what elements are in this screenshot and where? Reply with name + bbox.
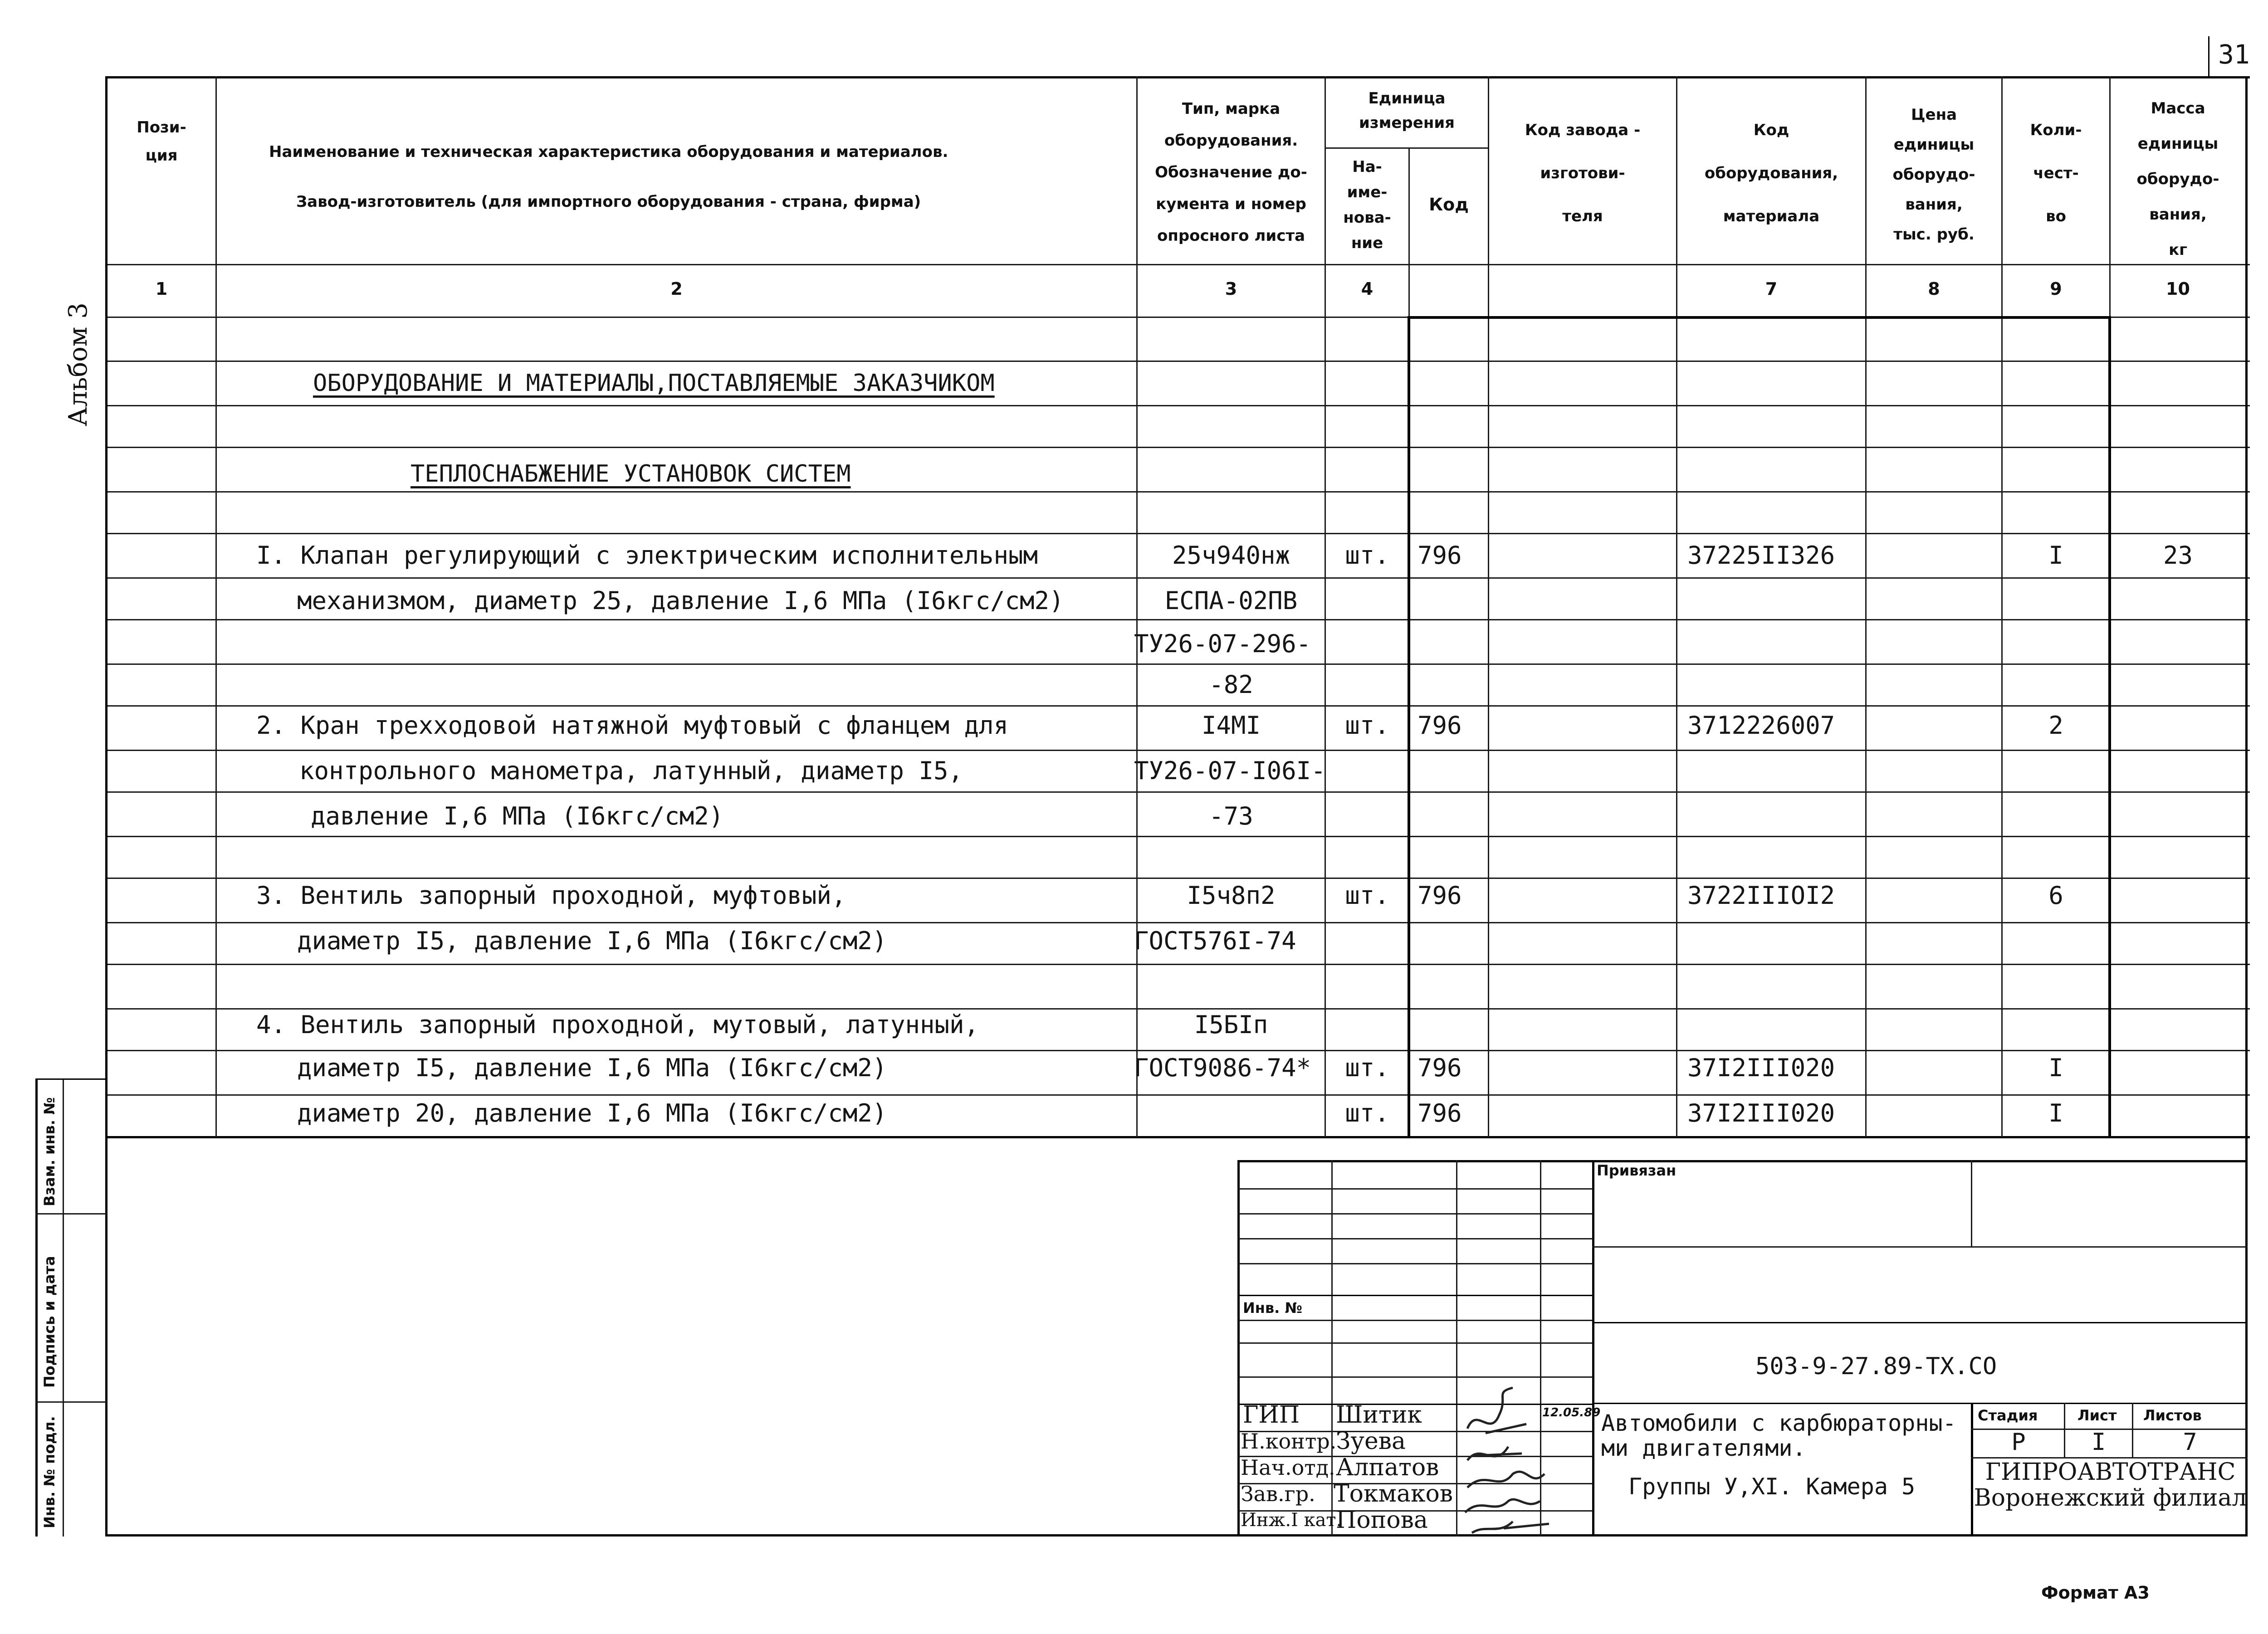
row-2-unit: шт. [1345,711,1389,740]
stage-label: Стадия [1978,1407,2038,1424]
row-1-mass: 23 [2163,541,2193,570]
sheets-label: Листов [2143,1407,2202,1424]
row-4-name: 4. Вентиль запорный проходной, мутовый, латунный, [256,1010,979,1039]
row-2-name: 2. Кран трехходовой натяжной муфтовый с фланцем для [256,711,1009,740]
name-zueva: Зуева [1336,1428,1406,1455]
row-1b-name: механизмом, диаметр 25, давление I,6 МПа (I6кгс/см2) [297,586,1064,615]
row-4b-unit-code: 796 [1418,1054,1462,1082]
side-inv-orig: Инв. № подл. [41,1416,58,1528]
title-line-2: ми двигателями. [1601,1435,1806,1461]
role-nachotd: Нач.отд. [1241,1455,1335,1480]
row-3-type: I5ч8п2 [1187,881,1276,910]
row-4c-unit: шт. [1345,1099,1389,1127]
row-1c-type: ТУ26-07-296- [1134,629,1311,658]
colnum-8: 8 [1928,279,1940,299]
row-4c-name: диаметр 20, давление I,6 МПа (I6кгс/см2) [297,1099,887,1127]
sign-date: 12.05.89 [1542,1406,1601,1419]
header-factory-code: Код завода - изготови- теля [1525,121,1641,225]
stage-value: Р [2011,1429,2026,1456]
row-2-eq-code: 3712226007 [1687,711,1835,740]
title-line-1: Автомобили с карбюраторны- [1601,1410,1956,1436]
colnum-9: 9 [2050,279,2062,299]
row-3b-name: диаметр I5, давление I,6 МПа (I6кгс/см2) [297,927,887,955]
row-3-eq-code: 3722IIIOI2 [1687,881,1835,910]
signature-marks [1458,1379,1594,1537]
inv-no-label: Инв. № [1243,1299,1302,1317]
name-shitik: Шитик [1336,1401,1422,1429]
section-title-main: ОБОРУДОВАНИЕ И МАТЕРИАЛЫ,ПОСТАВЛЯЕМЫЕ ЗАКАЗЧИКОМ [313,370,995,397]
org-branch: Воронежский филиал [1974,1484,2247,1512]
role-inzh: Инж.I кат. [1241,1510,1342,1531]
header-equipment-code: Код оборудования, материала [1704,121,1838,225]
row-1-qty: I [2048,541,2063,570]
row-2-qty: 2 [2048,711,2063,740]
name-alpatov: Алпатов [1336,1454,1439,1481]
sheet-value: I [2091,1429,2106,1456]
row-1-unit-code: 796 [1418,541,1462,570]
row-1b-type: ЕСПА-02ПВ [1164,586,1298,615]
role-nkontr: Н.контр. [1241,1429,1337,1454]
colnum-3: 3 [1225,279,1237,299]
header-name: Наименование и техническая характеристика оборудования и материалов. Завод-изготовитель (для импортного оборудования - страна, фирма) [269,143,948,211]
row-1-unit: шт. [1345,541,1389,570]
row-2c-name: давление I,6 МПа (I6кгс/см2) [311,802,724,830]
colnum-7: 7 [1765,279,1778,299]
row-4-type: I5БIп [1194,1010,1268,1039]
privyazan-label: Привязан [1597,1162,1677,1179]
header-type: Тип, марка оборудования. Обозначение до- кумента и номер опросного листа [1155,100,1307,245]
colnum-10: 10 [2166,279,2190,299]
header-unit-group: Единица измерения [1359,89,1455,132]
section-title-sub: ТЕПЛОСНАБЖЕНИЕ УСТАНОВОК СИСТЕМ [411,460,851,488]
row-4c-qty: I [2048,1099,2063,1127]
sheet-label: Лист [2077,1407,2117,1424]
header-position: Пози- ция [137,118,186,165]
doc-code: 503-9-27.89-ТХ.СО [1755,1353,1997,1380]
row-4b-type: ГОСТ9086-74* [1134,1054,1311,1082]
album-label: Альбом 3 [64,302,93,426]
row-2b-name: контрольного манометра, латунный, диаметр I5, [299,756,963,785]
row-4c-unit-code: 796 [1418,1099,1462,1127]
row-1-eq-code: 37225II326 [1687,541,1835,570]
row-2b-type: ТУ26-07-I06I- [1134,756,1326,785]
row-3-name: 3. Вентиль запорный проходной, муфтовый, [256,881,846,910]
colnum-2: 2 [670,279,683,299]
sheets-value: 7 [2183,1429,2197,1456]
row-2-unit-code: 796 [1418,711,1462,740]
header-mass: Масса единицы оборудо- вания, кг [2136,99,2219,259]
header-unit-code: Код [1429,195,1469,215]
org-name: ГИПРОАВТОТРАНС [1985,1458,2236,1486]
row-4c-eq-code: 37I2III020 [1687,1099,1835,1127]
side-sign-date: Подпись и дата [41,1256,58,1388]
title-line-3: Группы У,XI. Камера 5 [1628,1473,1916,1500]
row-4b-qty: I [2048,1054,2063,1082]
role-zavgr: Зав.гр. [1241,1482,1315,1506]
row-3-unit-code: 796 [1418,881,1462,910]
row-1-name: I. Клапан регулирующий с электрическим исполнительным [256,541,1038,570]
header-price: Цена единицы оборудо- вания, тыс. руб. [1892,106,1975,244]
header-unit-name: На- име- нова- ние [1343,158,1391,252]
header-quantity: Коли- чест- во [2030,121,2082,225]
row-2-type: I4MI [1201,711,1261,740]
name-popova: Попова [1336,1507,1428,1534]
row-1d-type: -82 [1209,670,1253,699]
side-replace-inv: Взам. инв. № [41,1097,58,1206]
format-label: Формат А3 [2041,1583,2150,1603]
name-tokmakov: Токмаков [1334,1480,1453,1507]
row-4b-unit: шт. [1345,1054,1389,1082]
row-3-unit: шт. [1345,881,1389,910]
row-2c-type: -73 [1209,802,1253,830]
role-gip: ГИП [1243,1401,1300,1429]
row-3b-type: ГОСТ576I-74 [1134,927,1296,955]
row-4b-name: диаметр I5, давление I,6 МПа (I6кгс/см2) [297,1054,887,1082]
row-1-type: 25ч940нж [1172,541,1290,570]
row-3-qty: 6 [2048,881,2063,910]
page-number: 31 [2218,39,2250,70]
colnum-4: 4 [1361,279,1374,299]
row-4b-eq-code: 37I2III020 [1687,1054,1835,1082]
colnum-1: 1 [155,279,168,299]
